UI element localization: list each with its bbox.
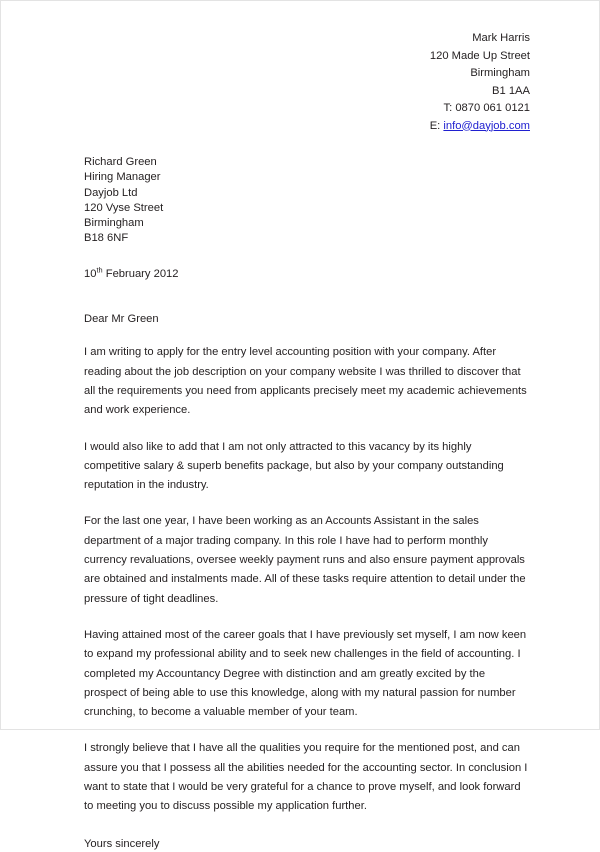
recipient-postcode: B18 6NF (84, 232, 129, 245)
salutation: Dear Mr Green (84, 313, 159, 326)
body-paragraph: For the last one year, I have been working as an Accounts Assistant in the sales department of a major trading company. In this role I have had to perform monthly currency revaluations, oversee weekly payment runs and also ensure payment approvals are obtained and instalments made. All of these tasks require attention to detail under the pressure of tight deadlines. (84, 515, 526, 605)
letter-date (84, 267, 530, 282)
sender-email-line (84, 118, 530, 136)
body-paragraph: I am writing to apply for the entry level accounting position with your company. After reading about the job description on your company website I was thrilled to discover that all the requirements you need from applicants precisely meet my academic achievements and work experience. (84, 346, 527, 417)
recipient-company: Dayjob Ltd (84, 186, 138, 199)
email-label: E: (429, 119, 444, 132)
recipient-street: 120 Vyse Street (84, 201, 164, 214)
letter-body (84, 343, 530, 816)
date-rest: February 2012 (102, 267, 179, 280)
recipient-address-block (84, 155, 530, 247)
email-link[interactable]: info@dayjob.com (443, 119, 530, 132)
date-day: 10 (84, 267, 97, 280)
body-paragraph: I would also like to add that I am not only attracted to this vacancy by its highly competitive salary & superb benefits package, but also by your company outstanding reputation in the industry. (84, 440, 504, 492)
body-paragraph: I strongly believe that I have all the qualities you require for the mentioned post, and can assure you that I possess all the abilities needed for the accounting sector. In conclusion I want to state that I would be very grateful for a chance to prove myself, and look forward to meeting you to discuss possible my application further. (84, 742, 528, 813)
closing-salutation: Yours sincerely (84, 837, 160, 850)
recipient-city: Birmingham (84, 217, 144, 230)
sender-address-block (84, 1, 530, 135)
sender-postcode: B1 1AA (492, 84, 530, 97)
recipient-title: Hiring Manager (84, 171, 161, 184)
body-paragraph: Having attained most of the career goals that I have previously set myself, I am now keen to expand my professional ability and to seek new challenges in the field of accounting. I completed my Accountancy Degree with distinction and am greatly excited by the prospect of being able to use this knowledge, along with my natural passion for number crunching, to become a valuable member of your team. (84, 628, 527, 719)
sender-name: Mark Harris (472, 32, 530, 44)
date-ordinal: th (96, 265, 103, 275)
sender-city: Birmingham (470, 67, 530, 79)
sender-street: 120 Made Up Street (429, 49, 530, 62)
sender-phone: T: 0870 061 0121 (443, 102, 530, 114)
recipient-name: Richard Green (84, 156, 157, 168)
letter-sheet (84, 1, 530, 852)
